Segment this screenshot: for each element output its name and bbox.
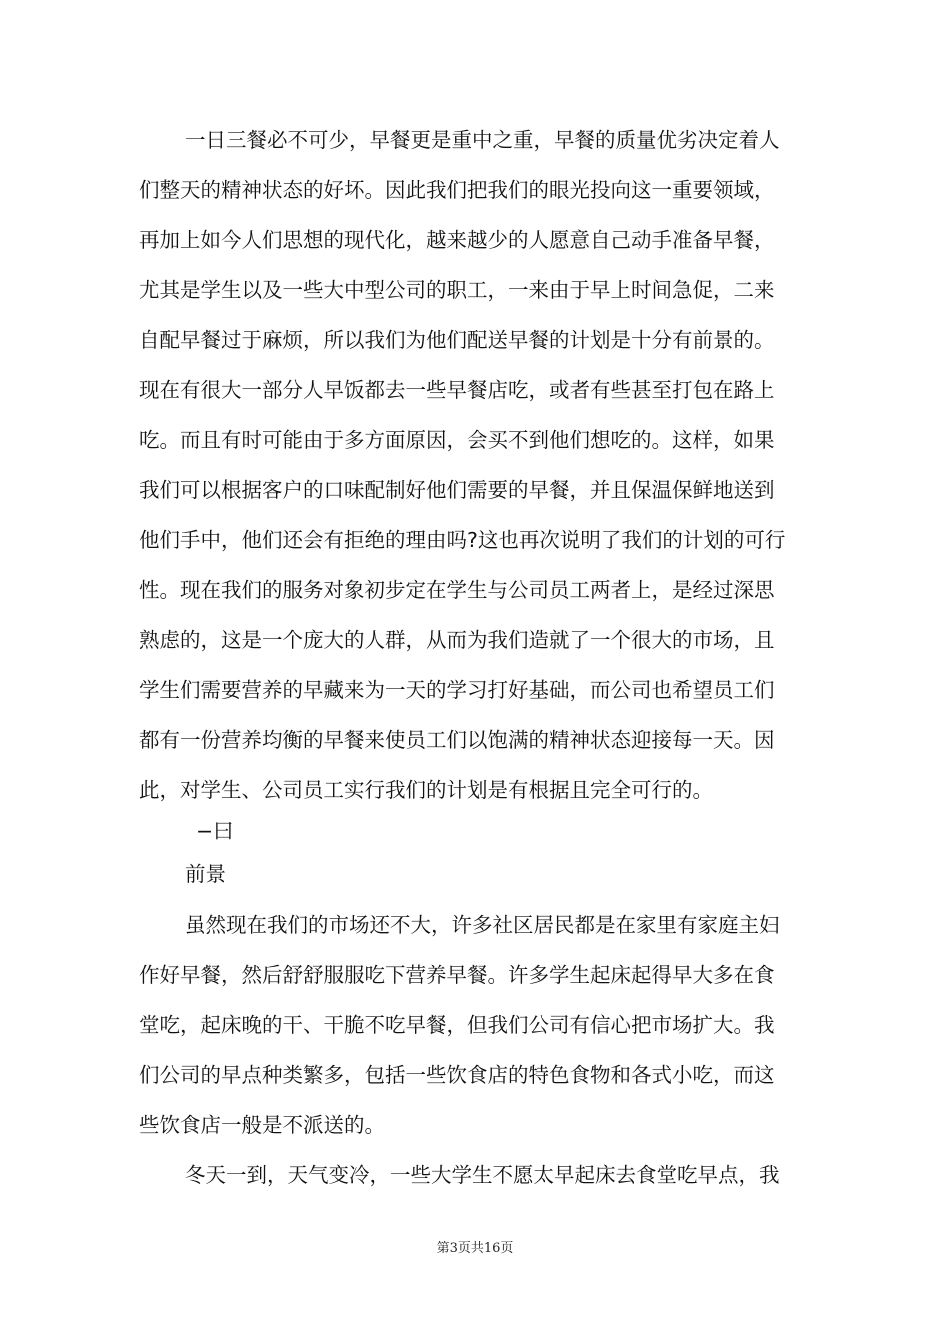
paragraph-line: 现在有很大一部分人早饭都去一些早餐店吃，或者有些甚至打包在路上 <box>139 378 775 402</box>
paragraph-line: 性。现在我们的服务对象初步定在学生与公司员工两者上，是经过深思 <box>139 578 775 602</box>
paragraph-line: 自配早餐过于麻烦，所以我们为他们配送早餐的计划是十分有前景的。 <box>139 328 775 352</box>
paragraph-line: 堂吃，起床晚的干、干脆不吃早餐，但我们公司有信心把市场扩大。我 <box>139 1013 775 1037</box>
paragraph-line: 他们手中，他们还会有拒绝的理由吗?这也再次说明了我们的计划的可行 <box>139 528 786 552</box>
paragraph-line: 吃。而且有时可能由于多方面原因，会买不到他们想吃的。这样，如果 <box>139 428 775 452</box>
paragraph-line: 些饮食店一般是不派送的。 <box>139 1113 385 1137</box>
paragraph-line: 学生们需要营养的早藏来为一天的学习打好基础，而公司也希望员工们 <box>139 678 775 702</box>
paragraph-line: 们公司的早点种类繁多，包括一些饮食店的特色食物和各式小吃，而这 <box>139 1063 775 1087</box>
paragraph-line: 虽然现在我们的市场还不大，许多社区居民都是在家里有家庭主妇 <box>185 913 780 937</box>
page-footer <box>0 1237 950 1256</box>
paragraph-line: 作好早餐，然后舒舒服服吃下营养早餐。许多学生起床起得早大多在食 <box>139 963 775 987</box>
paragraph-line: 尤其是学生以及一些大中型公司的职工，一来由于早上时间急促，二来 <box>139 278 775 302</box>
paragraph-line: 熟虑的，这是一个庞大的人群，从而为我们造就了一个很大的市场，且 <box>139 628 775 652</box>
section-heading: 前景 <box>185 862 226 886</box>
paragraph-line: 冬天一到，天气变冷，一些大学生不愿太早起床去食堂吃早点，我 <box>185 1163 780 1187</box>
paragraph-line: 再加上如今人们思想的现代化，越来越少的人愿意自己动手准备早餐， <box>139 228 775 252</box>
paragraph-line: 们整天的精神状态的好坏。因此我们把我们的眼光投向这一重要领域， <box>139 178 775 202</box>
heading-mark: −曰 <box>196 819 234 843</box>
paragraph-line: 此，对学生、公司员工实行我们的计划是有根据且完全可行的。 <box>139 778 713 802</box>
paragraph-line: 我们可以根据客户的口味配制好他们需要的早餐，并且保温保鲜地送到 <box>139 478 775 502</box>
paragraph-line: 一日三餐必不可少，早餐更是重中之重，早餐的质量优劣决定着人 <box>185 128 780 152</box>
paragraph-line: 都有一份营养均衡的早餐来使员工们以饱满的精神状态迎接每一天。因 <box>139 728 775 752</box>
page-number-label: 第3页共16页 <box>436 1241 514 1256</box>
